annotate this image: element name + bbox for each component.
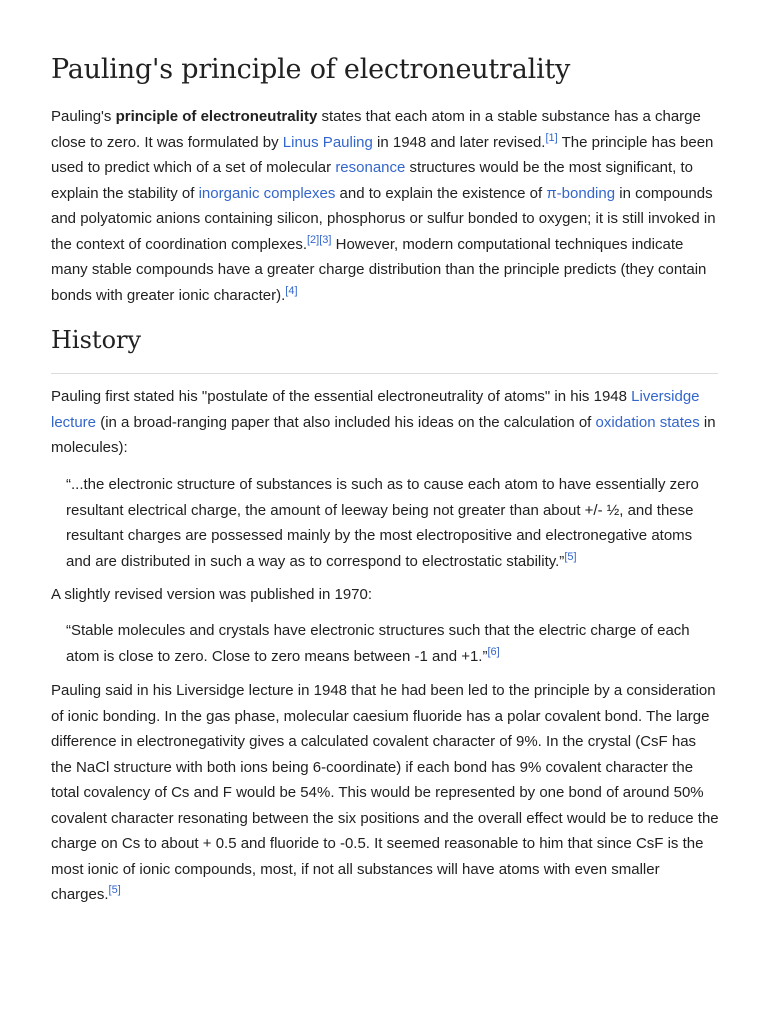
- history-text: in molecules):: [51, 413, 716, 456]
- intro-text: Pauling's: [51, 108, 116, 125]
- principle-term: principle of electroneutrality: [115, 108, 318, 125]
- history-text: Pauling first stated his "postulate of the essential electroneutrality of atoms" in his 1948: [51, 388, 632, 405]
- page-title: Pauling's principle of electroneutrality: [51, 54, 571, 85]
- intro-text: The principle has been used to predict which of a set of molecular: [51, 133, 714, 176]
- intro-text: in 1948 and later revised.: [372, 133, 546, 151]
- citation-link[interactable]: [5]: [564, 550, 577, 563]
- citation-5[interactable]: [109, 884, 121, 896]
- link-liversidge-lecture[interactable]: Liversidge lecture: [51, 388, 700, 431]
- citation-link[interactable]: [1]: [545, 131, 558, 144]
- citation-2[interactable]: [307, 234, 331, 246]
- link-pi-bonding[interactable]: π-bonding: [546, 184, 616, 202]
- link-linus-pauling[interactable]: Linus Pauling: [282, 133, 373, 151]
- intro-text: in compounds and polyatomic anions containing silicon, phosphorus or sulfur bonded to oxygen; it is still invoked in the context of coordination complexes.: [51, 184, 716, 253]
- citation-link[interactable]: [2]: [306, 233, 320, 246]
- section-divider: [51, 373, 718, 374]
- link-oxidation-states[interactable]: oxidation states: [595, 413, 700, 431]
- citation-1[interactable]: [545, 132, 557, 144]
- link-resonance[interactable]: resonance: [335, 159, 406, 176]
- link-inorganic-complexes[interactable]: inorganic complexes: [198, 184, 336, 202]
- history-paragraph-2: A slightly revised version was published in 1970:: [51, 586, 373, 603]
- intro-text: states that each atom in a stable substance has a charge close to zero. It was formulated by: [51, 108, 701, 151]
- citation-link[interactable]: [5]: [108, 884, 121, 896]
- citation-4[interactable]: [285, 285, 297, 297]
- citation-link[interactable]: [4]: [285, 284, 298, 297]
- intro-text: structures would be the most significant, to explain the stability of: [51, 159, 694, 202]
- intro-paragraph: [51, 104, 721, 308]
- citation-5[interactable]: [564, 551, 576, 563]
- section-heading-history: History: [51, 326, 142, 354]
- history-text: Pauling said in his Liversidge lecture in 1948 that he had been led to the principle by a consideration of ionic bonding. In the gas phase, molecular caesium fluoride has a polar covalent bond. The large difference in electronegativity gives a calculated covalent character of 9%. In the crystal (CsF has the NaCl structure with both ions being 6-coordinate) if each bond has 9% covalent character the total covalency of Cs and F would be 54%. This would be represented by one bond of around 50% covalent character resonating between the six positions and the overall effect would be to reduce the charge on Cs to about + 0.5 and fluoride to -0.5. It seemed reasonable to him that since CsF is the most ionic of ionic compounds, most, if not all substances will have atoms with even smaller charges.: [51, 682, 719, 903]
- citation-6[interactable]: [487, 646, 499, 658]
- citation-link[interactable]: [6]: [487, 645, 500, 658]
- intro-text: and to explain the existence of: [335, 184, 547, 202]
- blockquote-1970: [66, 618, 718, 669]
- intro-text: However, modern computational techniques indicate many stable compounds have a greater charge distribution than the principle predicts (they contain bonds with greater ionic character).: [51, 235, 707, 304]
- history-paragraph-1: [51, 384, 721, 461]
- quote-text: “Stable molecules and crystals have electronic structures such that the electric charge of each atom is close to zero. Close to zero means between -1 and +1.”: [66, 622, 690, 665]
- history-text: (in a broad-ranging paper that also included his ideas on the calculation of: [96, 413, 596, 431]
- blockquote-1948: [66, 472, 718, 574]
- citation-link[interactable]: [3]: [319, 233, 332, 246]
- history-paragraph-3: [51, 678, 721, 908]
- quote-text: “...the electronic structure of substances is such as to cause each atom to have essentially zero resultant electrical charge, the amount of leeway being not greater than about +/- ½, and these resultant charges are possessed mainly by the most electropositive and electronegative atoms and are distributed in such a way as to correspond to electrostatic stability.”: [66, 476, 699, 570]
